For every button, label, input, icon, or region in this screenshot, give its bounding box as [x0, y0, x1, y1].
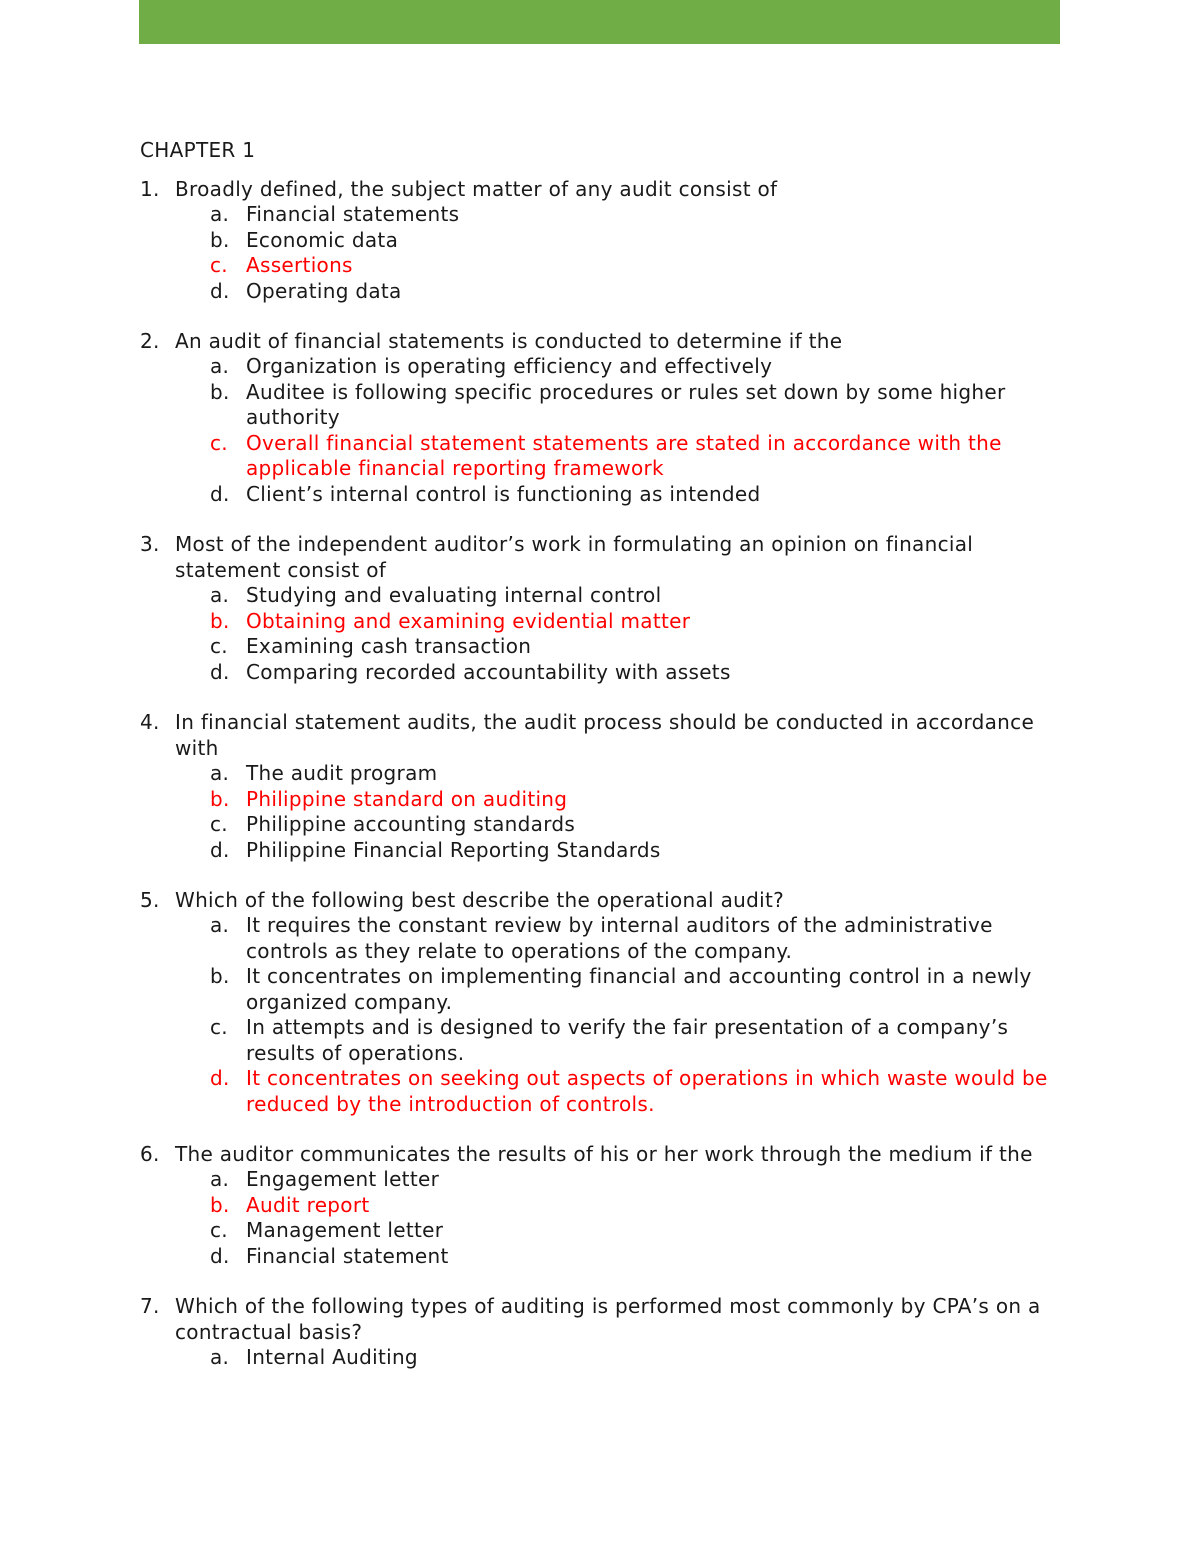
answer-option [210, 761, 1080, 787]
answer-option [210, 279, 1080, 305]
option-letter: a. [210, 913, 230, 937]
option-text: Engagement letter [246, 1167, 440, 1191]
answer-options [140, 1167, 1080, 1269]
answer-option [210, 913, 1080, 964]
option-text: The audit program [246, 761, 438, 785]
option-text: Financial statements [246, 202, 460, 226]
answer-option-correct [210, 1193, 1080, 1219]
question-1 [140, 176, 1080, 304]
option-text: It concentrates on implementing financial and accounting control in a newly organized company. [246, 964, 1032, 1014]
question-text: An audit of financial statements is conducted to determine if the [175, 329, 843, 353]
option-letter: d. [210, 278, 230, 303]
answer-options [140, 583, 1080, 685]
option-letter: c. [210, 253, 228, 277]
option-text: It requires the constant review by internal auditors of the administrative controls as they relate to operations of the company. [246, 913, 993, 963]
option-letter: b. [210, 608, 230, 633]
option-letter: c. [210, 812, 228, 836]
option-text: Economic data [246, 227, 399, 252]
option-text: Philippine standard on auditing [246, 786, 568, 811]
question-3 [140, 531, 1080, 685]
answer-option [210, 202, 1080, 228]
question-list [140, 176, 1080, 1371]
question-text: Broadly defined, the subject matter of any audit consist of [175, 177, 778, 201]
answer-option [210, 634, 1080, 660]
answer-option-correct [210, 609, 1080, 635]
option-letter: a. [210, 1345, 230, 1369]
question-text: Which of the following best describe the operational audit? [175, 888, 785, 912]
option-text: Financial statement [246, 1243, 449, 1268]
chapter-title: CHAPTER 1 [140, 138, 256, 162]
option-text: Overall financial statement statements are stated in accordance with the applicable financial reporting framework [246, 430, 1002, 480]
question-text: Which of the following types of auditing is performed most commonly by CPA’s on a contractual basis? [175, 1294, 1041, 1344]
answer-option [210, 1244, 1080, 1270]
question-stem [140, 887, 1080, 913]
option-letter: c. [210, 634, 228, 658]
answer-option [210, 228, 1080, 254]
answer-option-correct [210, 431, 1080, 482]
answer-option [210, 1345, 1080, 1371]
option-letter: c. [210, 1015, 228, 1039]
question-stem [140, 1141, 1080, 1167]
answer-option [210, 1167, 1080, 1193]
option-letter: b. [210, 227, 230, 252]
option-text: Comparing recorded accountability with assets [246, 659, 731, 684]
option-letter: a. [210, 1167, 230, 1191]
option-text: Internal Auditing [246, 1345, 418, 1369]
option-letter: a. [210, 354, 230, 378]
question-6 [140, 1141, 1080, 1269]
answer-option-correct [210, 1066, 1080, 1117]
answer-options [140, 1345, 1080, 1371]
option-letter: a. [210, 761, 230, 785]
option-letter: d. [210, 481, 230, 506]
option-letter: a. [210, 583, 230, 607]
option-text: Client’s internal control is functioning as intended [246, 481, 761, 506]
option-letter: b. [210, 964, 230, 988]
answer-options [140, 761, 1080, 863]
answer-option [210, 1218, 1080, 1244]
question-number: 7. [140, 1294, 160, 1318]
question-number: 3. [140, 532, 160, 556]
question-number: 6. [140, 1142, 160, 1166]
answer-option [210, 964, 1080, 1015]
answer-option-correct [210, 253, 1080, 279]
answer-option [210, 354, 1080, 380]
question-number: 4. [140, 710, 160, 734]
option-text: In attempts and is designed to verify the fair presentation of a company’s results of operations. [246, 1015, 1009, 1065]
answer-option [210, 660, 1080, 686]
option-text: Examining cash transaction [246, 634, 532, 658]
question-7 [140, 1293, 1080, 1371]
question-number: 5. [140, 888, 160, 912]
option-text: It concentrates on seeking out aspects of operations in which waste would be reduced by the introduction of controls. [246, 1066, 1048, 1116]
answer-option-correct [210, 787, 1080, 813]
question-stem [140, 1293, 1080, 1345]
question-4 [140, 709, 1080, 863]
question-number: 1. [140, 177, 160, 201]
question-text: In financial statement audits, the audit process should be conducted in accordance with [175, 710, 1035, 760]
option-letter: d. [210, 837, 230, 862]
option-letter: c. [210, 430, 228, 455]
question-text: The auditor communicates the results of his or her work through the medium if the [175, 1142, 1033, 1166]
option-text: Obtaining and examining evidential matter [246, 608, 691, 633]
question-5 [140, 887, 1080, 1117]
question-stem [140, 328, 1080, 354]
header-bar [139, 0, 1060, 44]
answer-options [140, 913, 1080, 1117]
option-letter: d. [210, 1243, 230, 1268]
answer-option [210, 812, 1080, 838]
option-text: Studying and evaluating internal control [246, 583, 662, 607]
answer-options [140, 354, 1080, 507]
option-letter: c. [210, 1218, 228, 1242]
option-letter: b. [210, 786, 230, 811]
answer-option [210, 1015, 1080, 1066]
option-text: Philippine accounting standards [246, 812, 576, 836]
question-stem [140, 709, 1080, 761]
question-text: Most of the independent auditor’s work in formulating an opinion on financial statement consist of [175, 532, 974, 582]
option-letter: a. [210, 202, 230, 226]
answer-option [210, 838, 1080, 864]
answer-option [210, 583, 1080, 609]
option-text: Audit report [246, 1192, 370, 1217]
option-text: Auditee is following specific procedures or rules set down by some higher authority [246, 379, 1006, 429]
question-2 [140, 328, 1080, 507]
question-stem [140, 531, 1080, 583]
answer-option [210, 380, 1080, 431]
document-body [140, 136, 1080, 1395]
option-text: Philippine Financial Reporting Standards [246, 837, 661, 862]
option-text: Operating data [246, 278, 402, 303]
option-text: Assertions [246, 253, 353, 277]
option-letter: b. [210, 379, 230, 404]
answer-options [140, 202, 1080, 304]
option-letter: d. [210, 1066, 230, 1090]
question-number: 2. [140, 329, 160, 353]
option-text: Organization is operating efficiency and effectively [246, 354, 773, 378]
option-letter: d. [210, 659, 230, 684]
answer-option [210, 482, 1080, 508]
option-letter: b. [210, 1192, 230, 1217]
option-text: Management letter [246, 1218, 444, 1242]
question-stem [140, 176, 1080, 202]
